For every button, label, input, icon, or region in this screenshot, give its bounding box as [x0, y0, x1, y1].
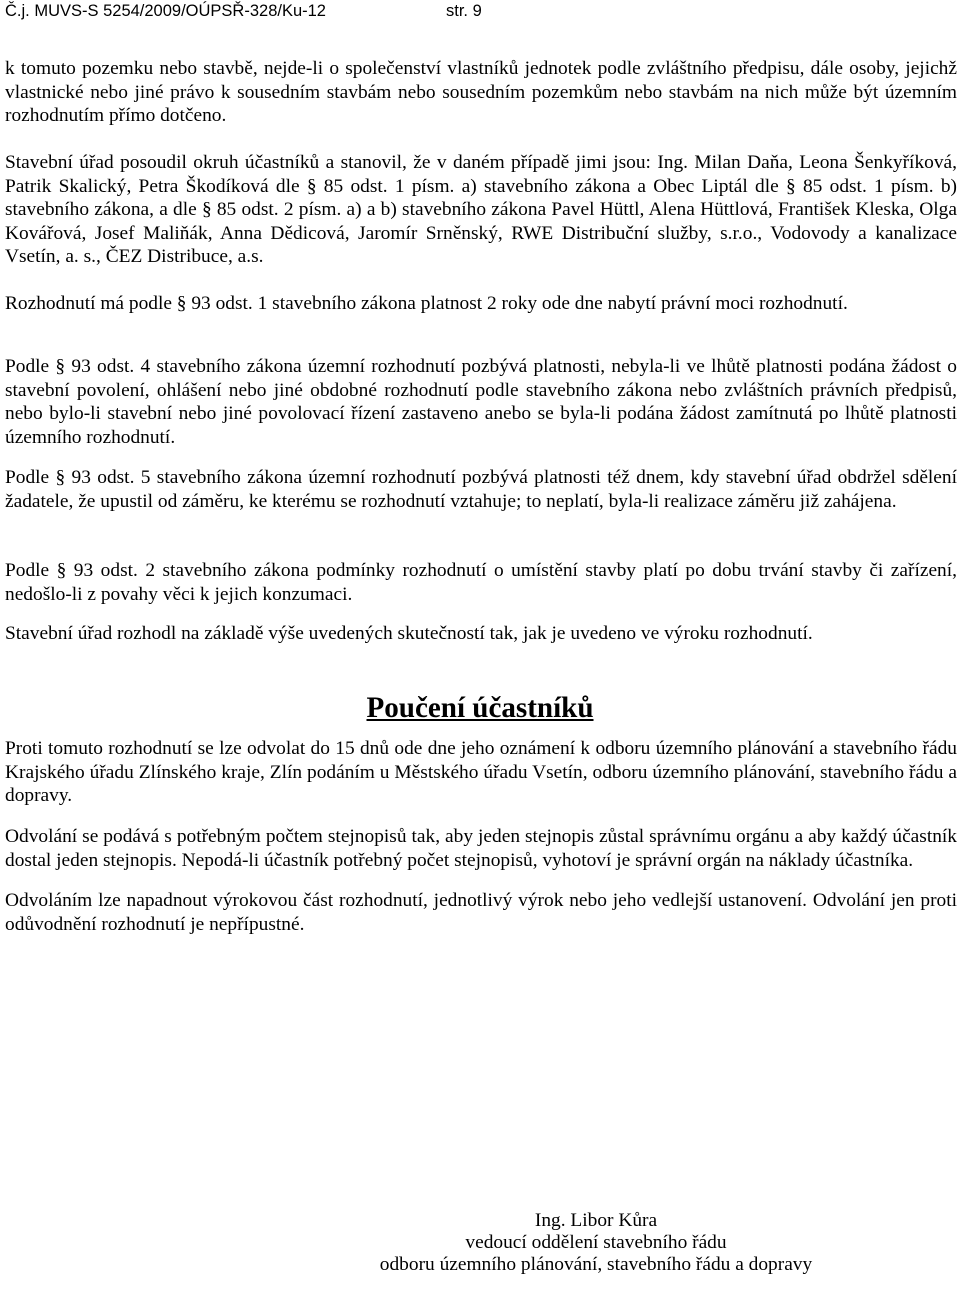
paragraph-decision-basis: Stavební úřad rozhodl na základě výše uvedených skutečností tak, jak je uvedeno ve výroku rozhodnutí.	[5, 623, 813, 644]
instruction-appeal: Proti tomuto rozhodnutí se lze odvolat do 15 dnů ode dne jeho oznámení k odboru územního plánování a stavebního řádu Krajského úřadu Zlínského kraje, Zlín podáním u Městského úřadu Vsetín, odboru územního plánování, stavebního řádu a dopravy.	[5, 738, 957, 806]
paragraph-conditions-93-2: Podle § 93 odst. 2 stavebního zákona podmínky rozhodnutí o umístění stavby platí po dobu trvání stavby či zařízení, nedošlo-li z povahy věci k jejich konzumaci.	[5, 560, 957, 605]
instruction-copies: Odvolání se podává s potřebným počtem stejnopisů tak, aby jeden stejnopis zůstal správnímu orgánu a aby každý účastník dostal jeden stejnopis. Nepodá-li účastník potřebný počet stejnopisů, vyhotoví je správní orgán na náklady účastníka.	[5, 826, 957, 871]
page-number: str. 9	[446, 2, 482, 20]
paragraph-participants-list: Stavební úřad posoudil okruh účastníků a stanovil, že v daném případě jimi jsou: Ing. Milan Daňa, Leona Šenkyříková, Patrik Skalický, Petra Škodíková dle § 85 odst. 1 písm. a) stavebního zákona a Obec Liptál dle § 85 odst. 1 písm. b) stavebního zákona, a dle § 85 odst. 2 písm. a) a b) stavebního zákona Pavel Hüttl, Alena Hüttlová, František Kleska, Olga Kovářová, Josef Maliňák, Anna Dědicová, Jaromír Srněnský, RWE Distribuční služby, s.r.o., Vodovody a kanalizace Vsetín, a. s., ČEZ Distribuce, a.s.	[5, 152, 957, 267]
paragraph-participants-intro: k tomuto pozemku nebo stavbě, nejde-li o společenství vlastníků jednotek podle zvláštního předpisu, dále osoby, jejichž vlastnické nebo jiné právo k sousedním stavbám nebo sousedním pozemkům nebo stavbám na nich může být územním rozhodnutím přímo dotčeno.	[5, 58, 957, 126]
page-header	[5, 0, 482, 24]
signature-block	[0, 1210, 960, 1276]
paragraph-expiry-93-4: Podle § 93 odst. 4 stavebního zákona územní rozhodnutí pozbývá platnosti, nebyla-li ve lhůtě platnosti podána žádost o stavební povolení, ohlášení nebo jiné obdobné rozhodnutí podle stavebního zákona nebo zvláštních právních předpisů, nebo bylo-li stavební nebo jiné povolovací řízení zastaveno anebo se byla-li podána žádost zamítnutá po lhůtě platnosti územního rozhodnutí.	[5, 356, 957, 448]
paragraph-validity: Rozhodnutí má podle § 93 odst. 1 stavebního zákona platnost 2 roky ode dne nabytí právní moci rozhodnutí.	[5, 293, 848, 314]
paragraph-expiry-93-5: Podle § 93 odst. 5 stavebního zákona územní rozhodnutí pozbývá platnosti též dnem, kdy stavební úřad obdržel sdělení žadatele, že upustil od záměru, ke kterému se rozhodnutí vztahuje; to neplatí, byla-li realizace záměru již zahájena.	[5, 467, 957, 512]
signatory-position: vedoucí oddělení stavebního řádu	[465, 1232, 727, 1253]
instruction-scope: Odvoláním lze napadnout výrokovou část rozhodnutí, jednotlivý výrok nebo jeho vedlejší ustanovení. Odvolání jen proti odůvodnění rozhodnutí je nepřípustné.	[5, 890, 957, 935]
reference-number: Č.j. MUVS-S 5254/2009/OÚPSŘ-328/Ku-12	[5, 2, 326, 20]
signatory-name: Ing. Libor Kůra	[534, 1210, 658, 1231]
signatory-department: odboru územního plánování, stavebního řádu a dopravy	[379, 1254, 813, 1275]
instruction-heading: Poučení účastníků	[366, 692, 594, 724]
